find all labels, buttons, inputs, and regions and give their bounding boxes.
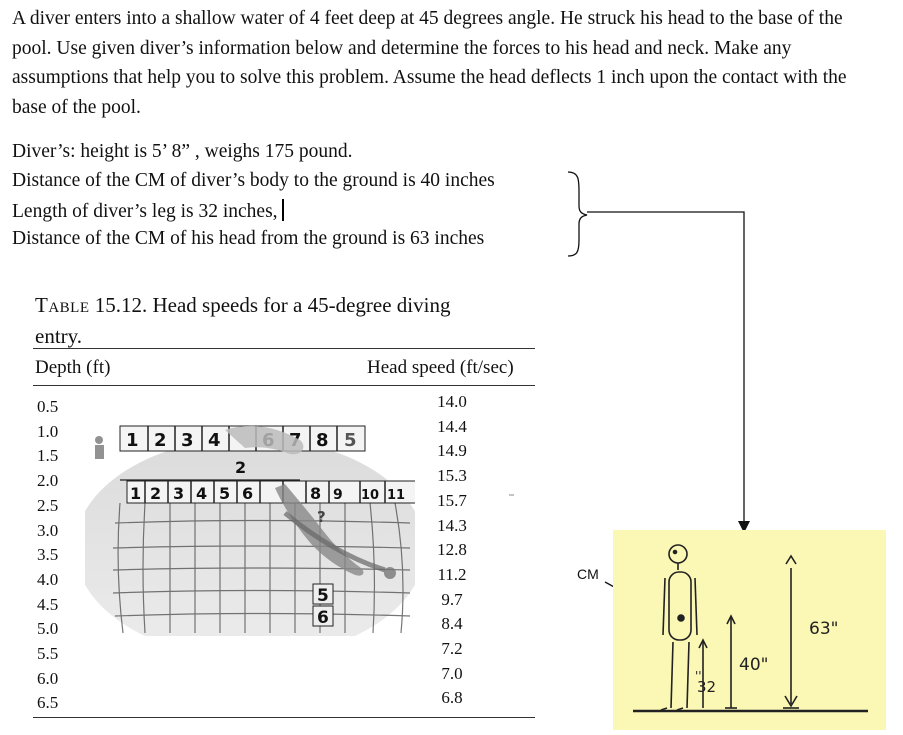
speed-cell: 7.0 xyxy=(441,663,463,683)
grid-num: 6 xyxy=(242,484,254,503)
speed-cell: 14.3 xyxy=(437,515,467,535)
diver-line-4: Distance of the CM of his head from the ground is 63 inches xyxy=(12,228,485,249)
depth-cell: 1.5 xyxy=(37,446,59,466)
speed-cell: 11.2 xyxy=(437,564,467,584)
depth-cell: 3.5 xyxy=(37,545,59,565)
column-header-depth: Depth (ft) xyxy=(35,357,111,378)
problem-paragraph: A diver enters into a shallow water of 4 feet deep at 45 degrees angle. He struck his head to the base of the pool. Use given diver’s information below and determine the forces to his head and neck. Make any assumptions that help you to solve this problem. Assume the head deflects 1 inch upon the contact with the base of the pool. xyxy=(12,8,847,118)
svg-text:'': '' xyxy=(695,669,702,683)
grid-num: 5 xyxy=(219,484,231,503)
table-bottom-rule xyxy=(33,717,535,718)
depth-cell: 3.0 xyxy=(37,520,59,540)
sketch-note xyxy=(613,530,886,730)
depth-cell: 6.5 xyxy=(37,693,59,713)
depth-cell: 1.0 xyxy=(37,421,59,441)
depth-cell: 5.5 xyxy=(37,644,59,664)
table-title xyxy=(35,290,545,352)
table-title-line2: entry. xyxy=(35,324,83,348)
side-num: 5 xyxy=(317,586,329,606)
grid-num: 9 xyxy=(333,487,343,503)
connector-arrow xyxy=(580,205,760,535)
column-header-speed: Head speed (ft/sec) xyxy=(367,357,514,378)
grid-num: 4 xyxy=(208,430,221,451)
table-header-rule xyxy=(33,385,535,386)
diver-line-2: Distance of the CM of diver’s body to the ground is 40 inches xyxy=(12,170,495,191)
diver-line-1: Diver’s: height is 5’ 8” , weighs 175 pound. xyxy=(12,141,353,162)
speed-column xyxy=(432,390,472,711)
grid-num: 8 xyxy=(310,484,322,503)
grid-question: ? xyxy=(317,508,326,526)
table-top-rule xyxy=(33,348,535,349)
speed-cell: 15.7 xyxy=(437,490,467,510)
diving-photo xyxy=(85,418,415,636)
speed-cell: 9.7 xyxy=(441,589,463,609)
grid-num: 3 xyxy=(173,484,185,503)
cm-label: CM xyxy=(577,566,599,582)
speed-cell: 14.4 xyxy=(437,416,467,436)
diver-line-3-text: Length of diver’s leg is 32 inches, xyxy=(12,201,278,222)
speed-cell: 14.0 xyxy=(437,392,467,411)
table-label: Table xyxy=(35,293,90,317)
speed-cell: 15.3 xyxy=(437,466,467,486)
grid-num: 1 xyxy=(130,484,142,503)
speed-cell: 12.8 xyxy=(437,540,467,560)
label-32: 32 xyxy=(697,678,717,696)
depth-cell: 4.0 xyxy=(37,569,59,589)
diver-sketch xyxy=(613,530,886,730)
speed-cell: 14.9 xyxy=(437,441,467,461)
side-num: 6 xyxy=(317,608,329,628)
depth-cell: 4.5 xyxy=(37,594,59,614)
depth-cell: 2.5 xyxy=(37,495,59,515)
label-63: 63" xyxy=(809,619,839,639)
grid-num: 2 xyxy=(150,484,162,503)
grid-num: 3 xyxy=(181,430,194,451)
grid-num-mid: 2 xyxy=(235,458,247,477)
grid-num: 8 xyxy=(316,430,329,451)
depth-cell: 2.0 xyxy=(37,471,59,491)
depth-cell: 5.0 xyxy=(37,619,59,639)
grid-num: 1 xyxy=(126,430,139,451)
label-40: 40" xyxy=(739,655,769,675)
dash-mark xyxy=(508,492,518,498)
speed-cell: 8.4 xyxy=(441,614,463,634)
depth-column xyxy=(37,395,58,716)
speed-cell: 6.8 xyxy=(441,688,463,708)
diver-line-3 xyxy=(12,199,284,223)
depth-cell: 0.5 xyxy=(37,397,59,416)
speed-cell: 7.2 xyxy=(441,639,463,659)
table-title-text: 15.12. Head speeds for a 45-degree diving xyxy=(89,293,451,317)
spectator-figure xyxy=(95,436,104,459)
grid-num: 10 xyxy=(361,488,380,503)
grid-num: 5 xyxy=(344,430,357,451)
text-cursor xyxy=(282,199,284,221)
grid-num: 4 xyxy=(196,484,208,503)
depth-cell: 6.0 xyxy=(37,668,59,688)
grid-num: 11 xyxy=(387,488,406,503)
grid-num: 2 xyxy=(154,430,167,451)
